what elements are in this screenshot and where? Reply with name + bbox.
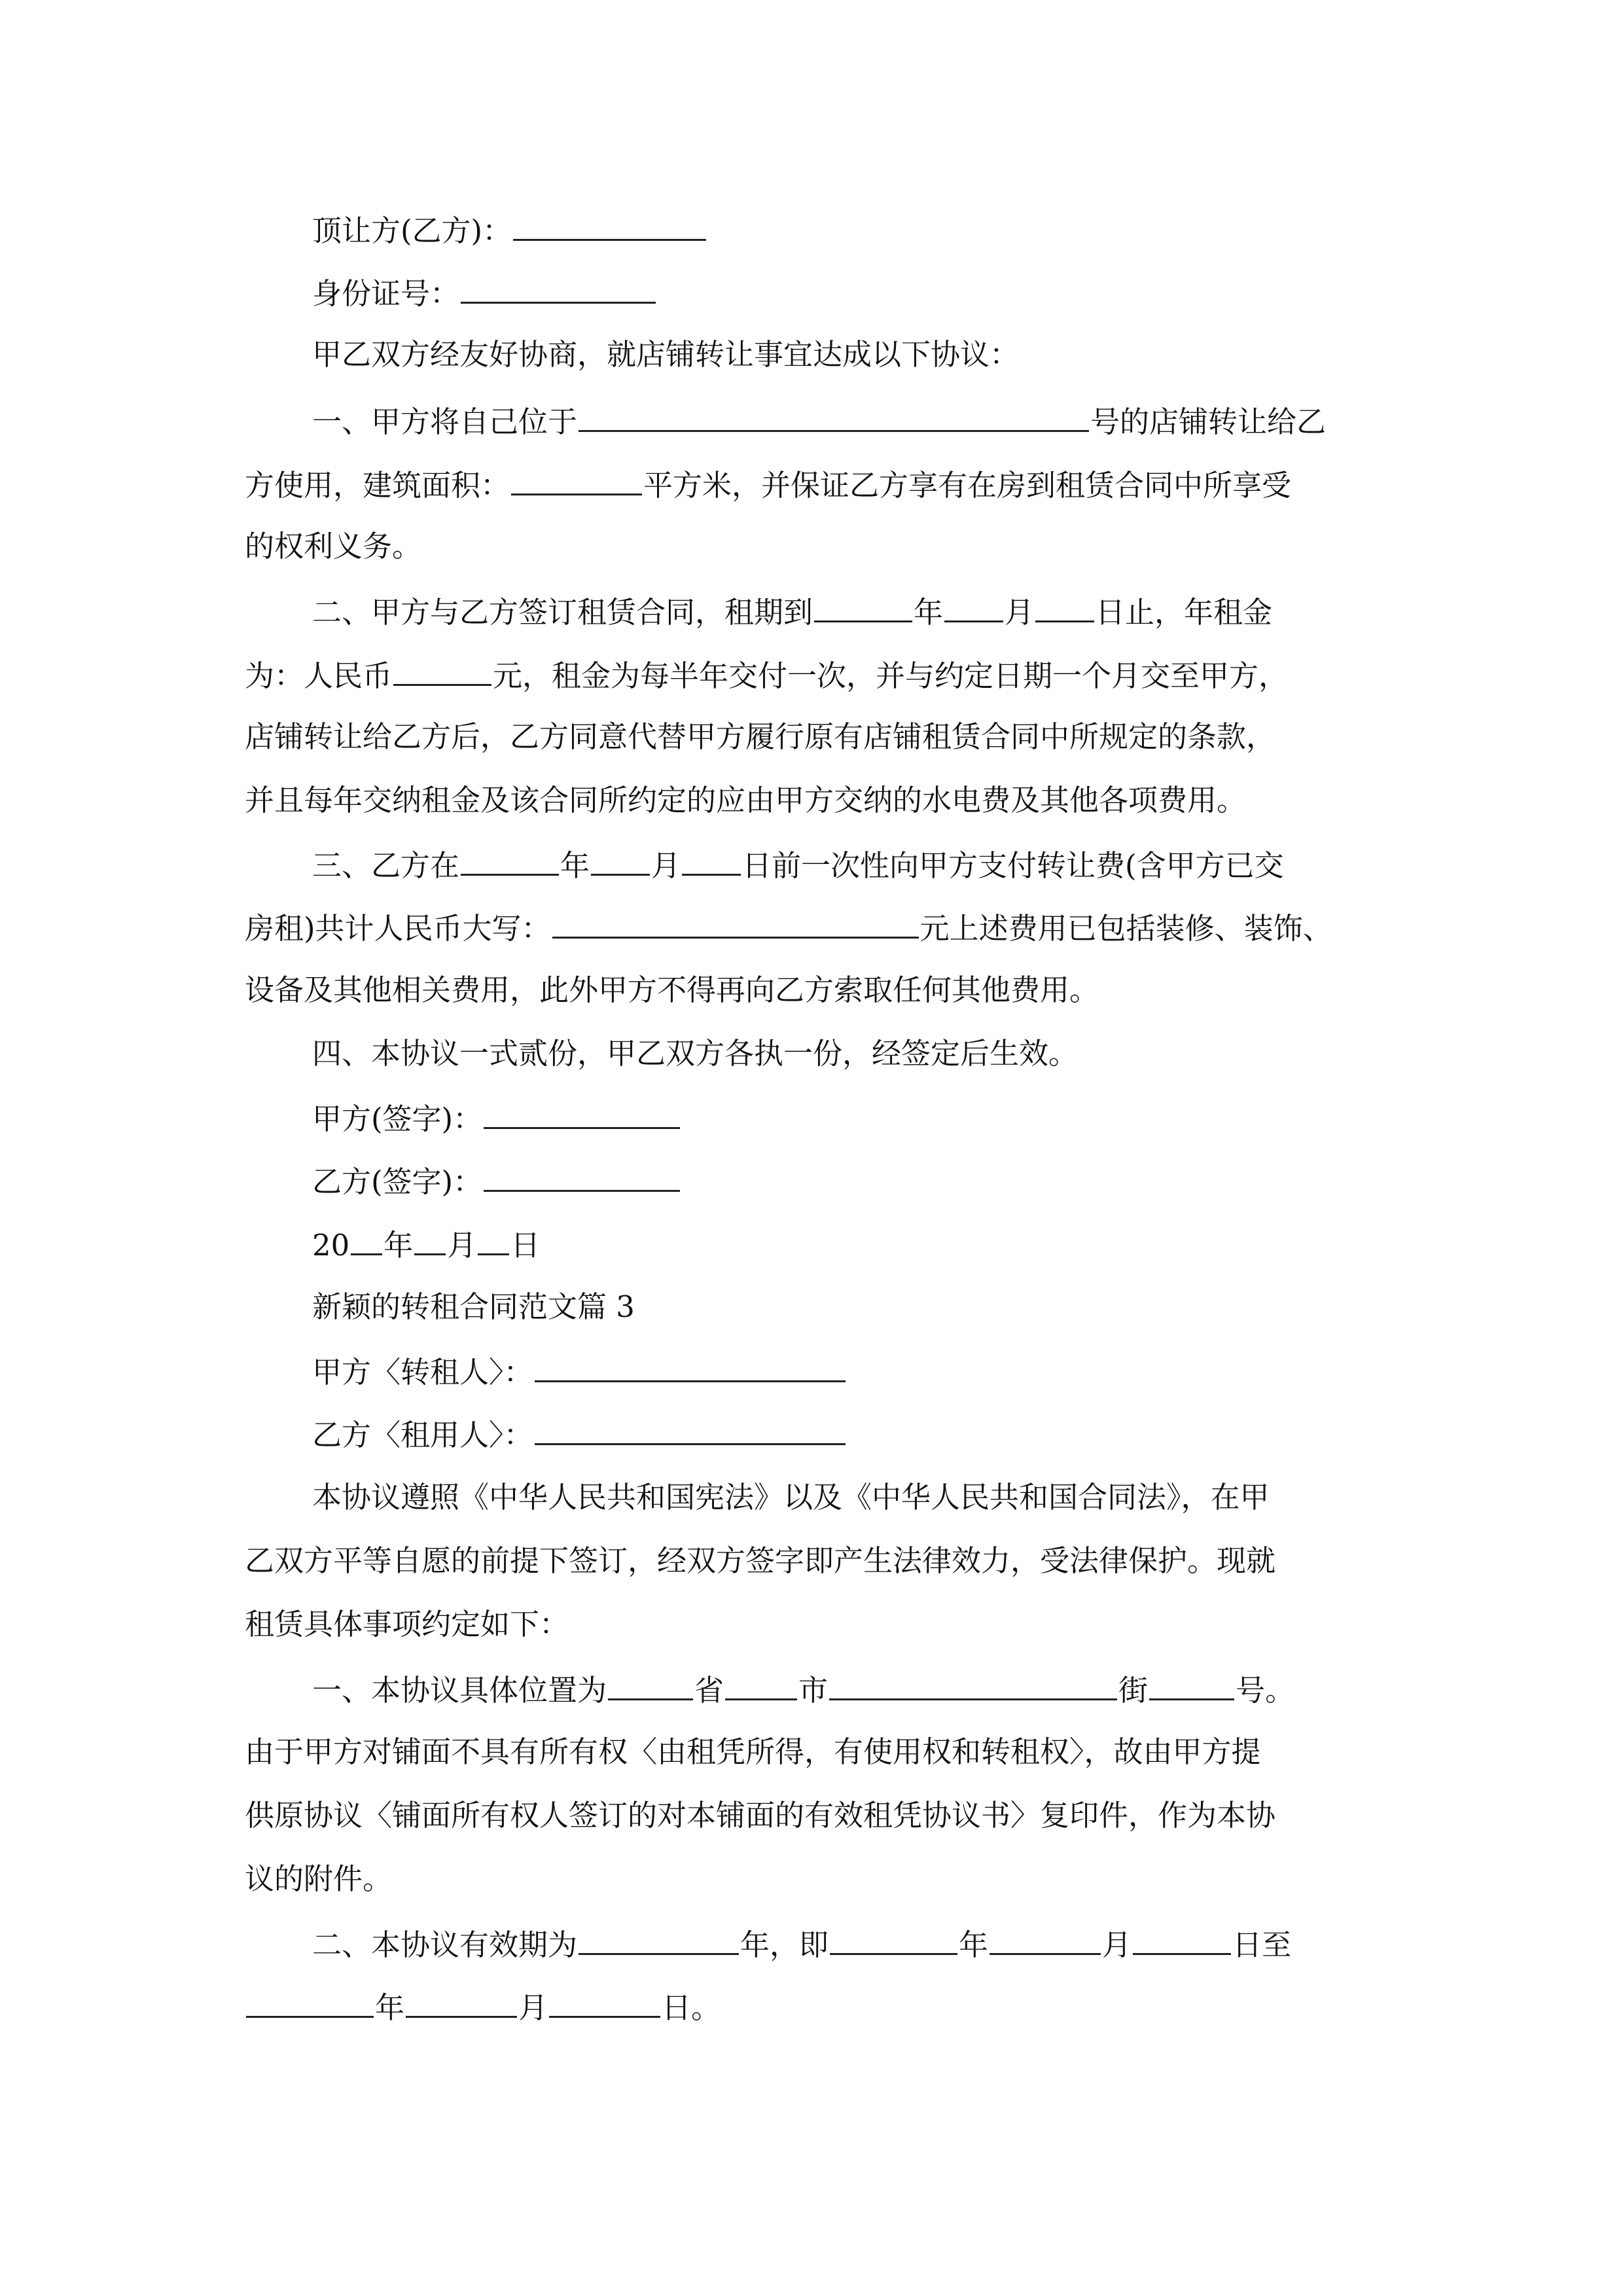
end-month-blank[interactable] (406, 1986, 517, 2018)
lessee-label: 乙方〈租用人〉： (312, 1418, 533, 1452)
ownership-text-b: 供原协议〈铺面所有权人签订的对本铺面的有效租凭协议书〉复印件，作为本协 (245, 1798, 1276, 1833)
ownership-text-c: 议的附件。 (245, 1861, 393, 1896)
id-number-line (312, 272, 657, 314)
year-label: 年 (914, 595, 944, 630)
lease-end-year-blank[interactable] (814, 591, 912, 622)
section-title: 新颖的转租合同范文篇 3 (312, 1289, 635, 1324)
year-label: 年 (375, 1990, 405, 2025)
ownership-line1 (245, 1732, 1261, 1772)
lease-end-day-blank[interactable] (1035, 591, 1094, 622)
clause3-line3 (245, 971, 1099, 1010)
clause3-line2 (245, 907, 1332, 948)
start-year-blank[interactable] (830, 1924, 957, 1955)
party-b-sign-line (312, 1160, 681, 1202)
end-year-blank[interactable] (246, 1986, 374, 2018)
clause3-text-d: 元上述费用已包括装修、装饰、 (919, 911, 1332, 946)
clause4-text: 四、本协议一式贰份，甲乙双方各执一份，经签定后生效。 (312, 1036, 1079, 1071)
month-label: 月 (447, 1228, 477, 1263)
payment-year-blank[interactable] (461, 844, 559, 876)
preamble-text-b: 乙双方平等自愿的前提下签订，经双方签字即产生法律效力，受法律保护。现就 (245, 1543, 1276, 1578)
party-a-signature-blank[interactable] (484, 1098, 680, 1129)
clause1-text-e: 的权利义务。 (245, 529, 422, 564)
clause2-line4 (245, 781, 1246, 820)
preamble-line2 (245, 1541, 1275, 1581)
term-text-b: 年，即 (740, 1928, 829, 1962)
day-label: 日 (510, 1228, 541, 1263)
party-b-signature-blank[interactable] (484, 1160, 680, 1192)
preamble-line1 (312, 1478, 1270, 1517)
intro-line (312, 335, 1019, 374)
month-label: 月 (1102, 1928, 1132, 1962)
term-text-c: 日至 (1232, 1928, 1292, 1962)
year-prefix: 20 (312, 1228, 350, 1263)
sign-month-blank[interactable] (414, 1224, 446, 1255)
start-month-blank[interactable] (990, 1924, 1101, 1955)
clause1-text-b: 号的店铺转让给乙 (1090, 404, 1327, 439)
intro-text: 甲乙双方经友好协商，就店铺转让事宜达成以下协议： (312, 337, 1020, 372)
year-label: 年 (959, 1928, 989, 1962)
payment-month-blank[interactable] (591, 844, 650, 876)
clause2-text-e: 店铺转让给乙方后，乙方同意代替甲方履行原有店铺租赁合同中所规定的条款， (245, 719, 1276, 754)
clause2-text-b: 日止，年租金 (1096, 595, 1273, 630)
party-a-sign-label: 甲方(签字)： (312, 1102, 483, 1136)
sublessor-blank[interactable] (535, 1351, 846, 1382)
month-label: 月 (651, 848, 681, 883)
date-line (312, 1224, 540, 1265)
term-line2 (245, 1986, 721, 2028)
preamble-text-c: 租赁具体事项约定如下： (245, 1607, 569, 1641)
term-text-d: 日。 (662, 1990, 721, 2025)
clause3-text-a: 三、乙方在 (312, 848, 460, 883)
lease-end-month-blank[interactable] (944, 591, 1003, 622)
preamble-line3 (245, 1605, 569, 1644)
sign-day-blank[interactable] (478, 1224, 509, 1255)
clause3-text-b: 日前一次性向甲方支付转让费(含甲方已交 (742, 848, 1284, 883)
end-day-blank[interactable] (549, 1986, 660, 2018)
shop-address-blank[interactable] (579, 401, 1089, 432)
clause2-line3 (245, 717, 1275, 757)
clause2-text-c: 为：人民币 (245, 658, 393, 693)
sublessor-line (312, 1351, 847, 1392)
sublessor-label: 甲方〈转租人〉： (312, 1355, 533, 1390)
street-label: 街 (1118, 1673, 1149, 1708)
clause1-text-c: 方使用，建筑面积： (245, 468, 510, 503)
id-number-label: 身份证号： (312, 276, 460, 311)
party-a-sign-line (312, 1098, 681, 1139)
location-text-a: 一、本协议具体位置为 (312, 1673, 607, 1708)
clause3-text-c: 房租)共计人民币大写： (245, 911, 551, 946)
clause2-line1 (312, 591, 1272, 632)
sign-year-blank[interactable] (351, 1224, 382, 1255)
transfer-fee-blank[interactable] (552, 907, 919, 939)
city-blank[interactable] (725, 1669, 797, 1700)
lessee-line (312, 1414, 847, 1455)
term-years-blank[interactable] (579, 1924, 739, 1955)
term-line1 (312, 1924, 1291, 1965)
clause2-text-d: 元，租金为每半年交付一次，并与约定日期一个月交至甲方， (493, 658, 1289, 693)
id-number-blank[interactable] (461, 272, 656, 304)
clause1-line1 (312, 401, 1326, 442)
payment-day-blank[interactable] (682, 844, 741, 876)
lessee-blank[interactable] (535, 1414, 846, 1445)
clause1-text-d: 平方米，并保证乙方享有在房到租赁合同中所享受 (643, 468, 1292, 503)
location-line (312, 1669, 1294, 1710)
clause1-line3 (245, 527, 421, 566)
clause2-text-a: 二、甲方与乙方签订租赁合同，租期到 (312, 595, 813, 630)
ownership-line2 (245, 1796, 1275, 1835)
annual-rent-blank[interactable] (393, 655, 491, 686)
city-label: 市 (798, 1673, 829, 1708)
ownership-line3 (245, 1859, 392, 1899)
term-text-a: 二、本协议有效期为 (312, 1928, 578, 1962)
province-label: 省 (694, 1673, 724, 1708)
party-b-sign-label: 乙方(签字)： (312, 1164, 483, 1199)
clause2-line2 (245, 655, 1288, 696)
clause4-line (312, 1034, 1078, 1073)
clause1-line2 (245, 464, 1291, 505)
number-label: 号。 (1236, 1673, 1295, 1708)
section-heading (312, 1287, 635, 1327)
party-b-blank[interactable] (513, 209, 706, 241)
province-blank[interactable] (608, 1669, 693, 1700)
party-b-line (312, 209, 707, 251)
clause3-line1 (312, 844, 1284, 886)
ownership-text-a: 由于甲方对铺面不具有所有权〈由租凭所得，有使用权和转租权〉，故由甲方提 (245, 1734, 1261, 1769)
start-day-blank[interactable] (1133, 1924, 1231, 1955)
preamble-text-a: 本协议遵照《中华人民共和国宪法》以及《中华人民共和国合同法》，在甲 (312, 1480, 1270, 1515)
clause2-text-f: 并且每年交纳租金及该合同所约定的应由甲方交纳的水电费及其他各项费用。 (245, 783, 1247, 817)
month-label: 月 (518, 1990, 548, 2025)
clause3-text-e: 设备及其他相关费用，此外甲方不得再向乙方索取任何其他费用。 (245, 973, 1099, 1007)
area-blank[interactable] (511, 464, 642, 495)
month-label: 月 (1005, 595, 1035, 630)
party-b-label: 顶让方(乙方)： (312, 213, 512, 248)
street-blank[interactable] (829, 1669, 1117, 1700)
year-label: 年 (383, 1228, 414, 1263)
clause1-text-a: 一、甲方将自己位于 (312, 404, 578, 439)
number-blank[interactable] (1149, 1669, 1234, 1700)
year-label: 年 (560, 848, 590, 883)
